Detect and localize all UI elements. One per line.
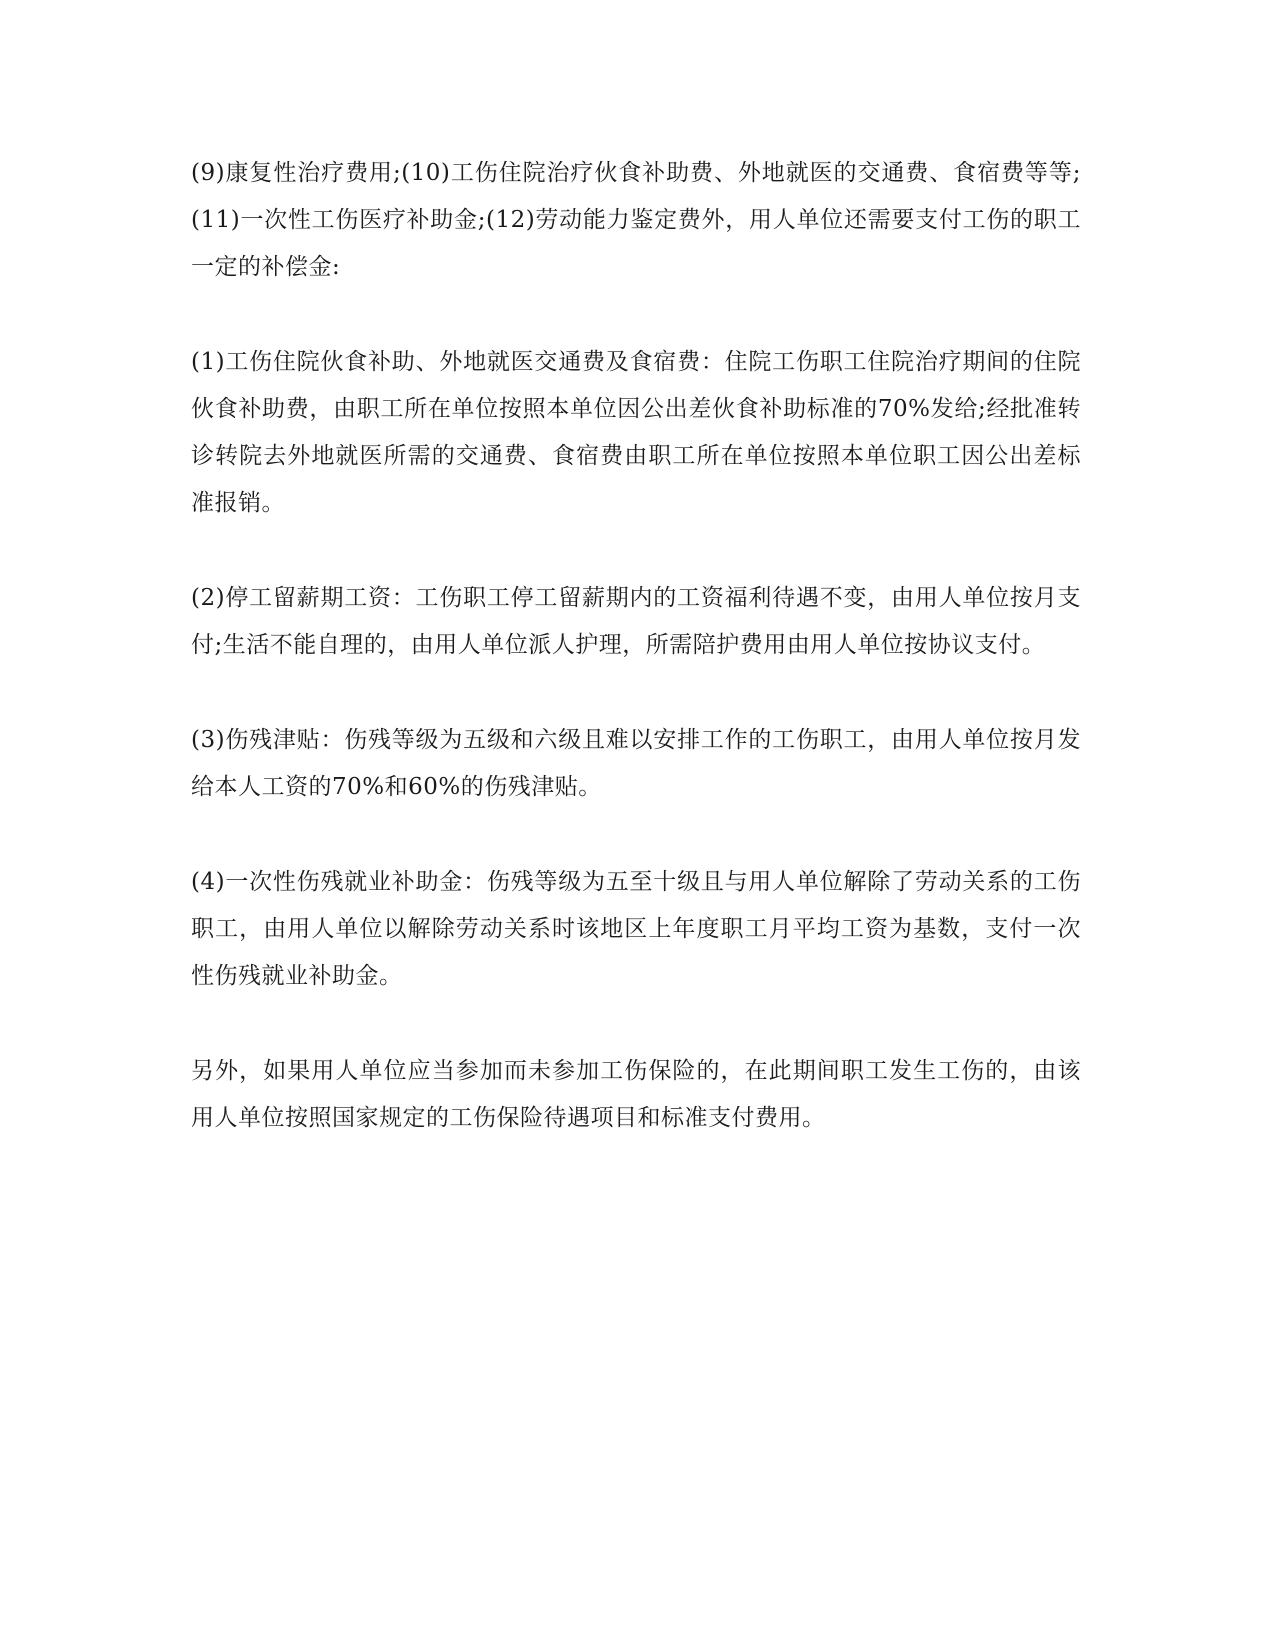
paragraph-closing: 另外，如果用人单位应当参加而未参加工伤保险的，在此期间职工发生工伤的，由该用人单位按照国家规定的工伤保险待遇项目和标准支付费用。: [191, 1058, 1081, 1131]
document-body: [191, 150, 1081, 1142]
paragraph-items-9-12: (9)康复性治疗费用;(10)工伤住院治疗伙食补助费、外地就医的交通费、食宿费等等;(11)一次性工伤医疗补助金;(12)劳动能力鉴定费外，用人单位还需要支付工伤的职工一定的补偿金:: [191, 160, 1081, 280]
paragraph-item-4: (4)一次性伤残就业补助金：伤残等级为五至十级且与用人单位解除了劳动关系的工伤职工，由用人单位以解除劳动关系时该地区上年度职工月平均工资为基数，支付一次性伤残就业补助金。: [191, 869, 1081, 989]
paragraph-item-2: (2)停工留薪期工资：工伤职工停工留薪期内的工资福利待遇不变，由用人单位按月支付;生活不能自理的，由用人单位派人护理，所需陪护费用由用人单位按协议支付。: [191, 585, 1081, 658]
paragraph-item-1: (1)工伤住院伙食补助、外地就医交通费及食宿费：住院工伤职工住院治疗期间的住院伙食补助费，由职工所在单位按照本单位因公出差伙食补助标准的70%发给;经批准转诊转院去外地就医所需的交通费、食宿费由职工所在单位按照本单位职工因公出差标准报销。: [191, 349, 1081, 516]
paragraph-item-3: (3)伤残津贴：伤残等级为五级和六级且难以安排工作的工伤职工，由用人单位按月发给本人工资的70%和60%的伤残津贴。: [191, 727, 1081, 800]
